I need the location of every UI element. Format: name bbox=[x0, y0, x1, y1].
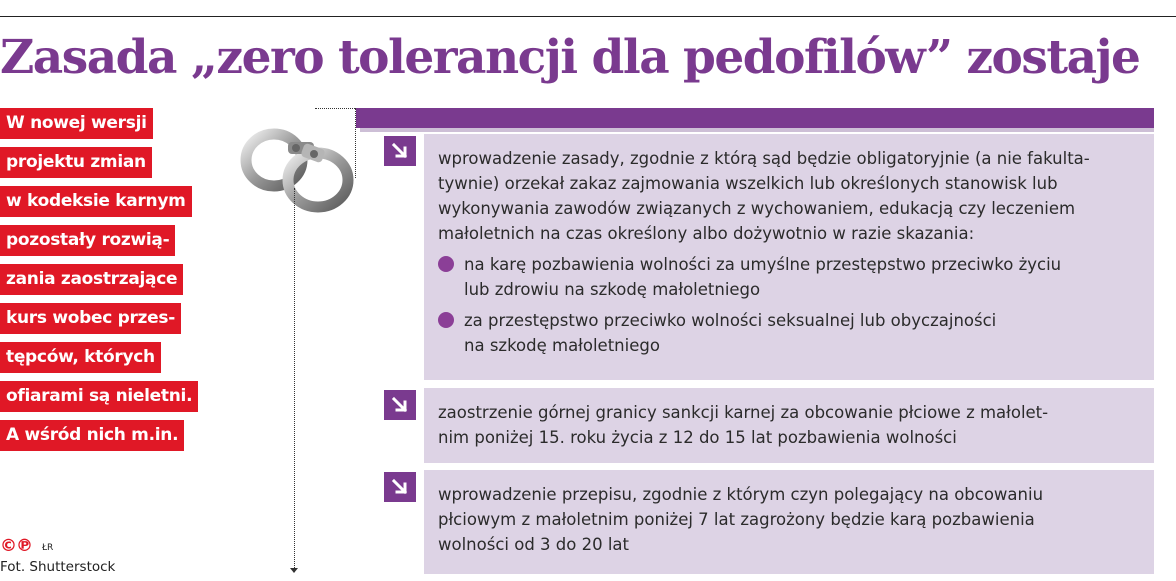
author-initials: ŁR bbox=[42, 543, 54, 553]
list-item bbox=[424, 388, 1154, 463]
intro-line: W nowej wersji bbox=[0, 108, 153, 139]
intro-line: A wśród nich m.in. bbox=[0, 420, 184, 451]
header-bar-shadow bbox=[360, 128, 1154, 132]
bullet-item bbox=[438, 252, 1140, 302]
page-title: Zasada „zero tolerancji dla pedofilów” zostaje bbox=[0, 30, 1140, 85]
intro-line: kurs wobec przes- bbox=[0, 303, 181, 334]
photo-credit: Fot. Shutterstock bbox=[0, 559, 116, 575]
bullet-icon bbox=[438, 256, 454, 272]
intro-line: tępców, których bbox=[0, 342, 161, 373]
intro-line: ofiarami są nieletni. bbox=[0, 381, 198, 412]
publisher-logo: ©℗ bbox=[0, 536, 32, 556]
list-item bbox=[424, 134, 1154, 380]
connector-arrow-icon bbox=[290, 568, 298, 573]
credits bbox=[0, 536, 115, 575]
bullet-text: za przestępstwo przeciwko wolności seksualnej lub obyczajności na szkodę małoletniego bbox=[464, 311, 997, 355]
intro-line: pozostały rozwią- bbox=[0, 225, 175, 256]
item-text: wprowadzenie przepisu, zgodnie z którym czyn polegający na obcowaniu płciowym z małoletnim poniżej 7 lat zagrożony będzie karą pozbawienia wolności od 3 do 20 lat bbox=[438, 485, 1044, 554]
handcuffs-icon bbox=[232, 112, 362, 216]
item-text: wprowadzenie zasady, zgodnie z którą sąd będzie obligatoryjnie (a nie fakulta- tywnie) orzekał zakaz zajmowania wszelkich lub określonych stanowisk lub wykonywania zawodów związanych z wychowaniem, edukacją czy leczeniem małoletnich na czas określony albo dożywotnio w razie skazania: bbox=[438, 149, 1090, 243]
top-rule bbox=[0, 16, 1176, 17]
arrow-down-right-icon bbox=[384, 472, 416, 502]
arrow-down-right-icon bbox=[384, 390, 416, 420]
intro-line: w kodeksie karnym bbox=[0, 186, 192, 217]
bullet-text: na karę pozbawienia wolności za umyślne przestępstwo przeciwko życiu lub zdrowiu na szkodę małoletniego bbox=[464, 255, 1062, 299]
intro-block bbox=[0, 108, 230, 459]
header-bar bbox=[356, 108, 1154, 128]
list-item bbox=[424, 470, 1154, 574]
intro-line: projektu zmian bbox=[0, 147, 152, 178]
connector-line bbox=[315, 108, 355, 109]
intro-line: zania zaostrzające bbox=[0, 264, 183, 295]
bullet-item bbox=[438, 308, 1140, 358]
item-text: zaostrzenie górnej granicy sankcji karnej za obcowanie płciowe z małolet- nim poniżej 15. roku życia z 12 do 15 lat pozbawienia wolności bbox=[438, 403, 1049, 447]
bullet-icon bbox=[438, 312, 454, 328]
arrow-down-right-icon bbox=[384, 136, 416, 166]
connector-line bbox=[294, 188, 295, 572]
